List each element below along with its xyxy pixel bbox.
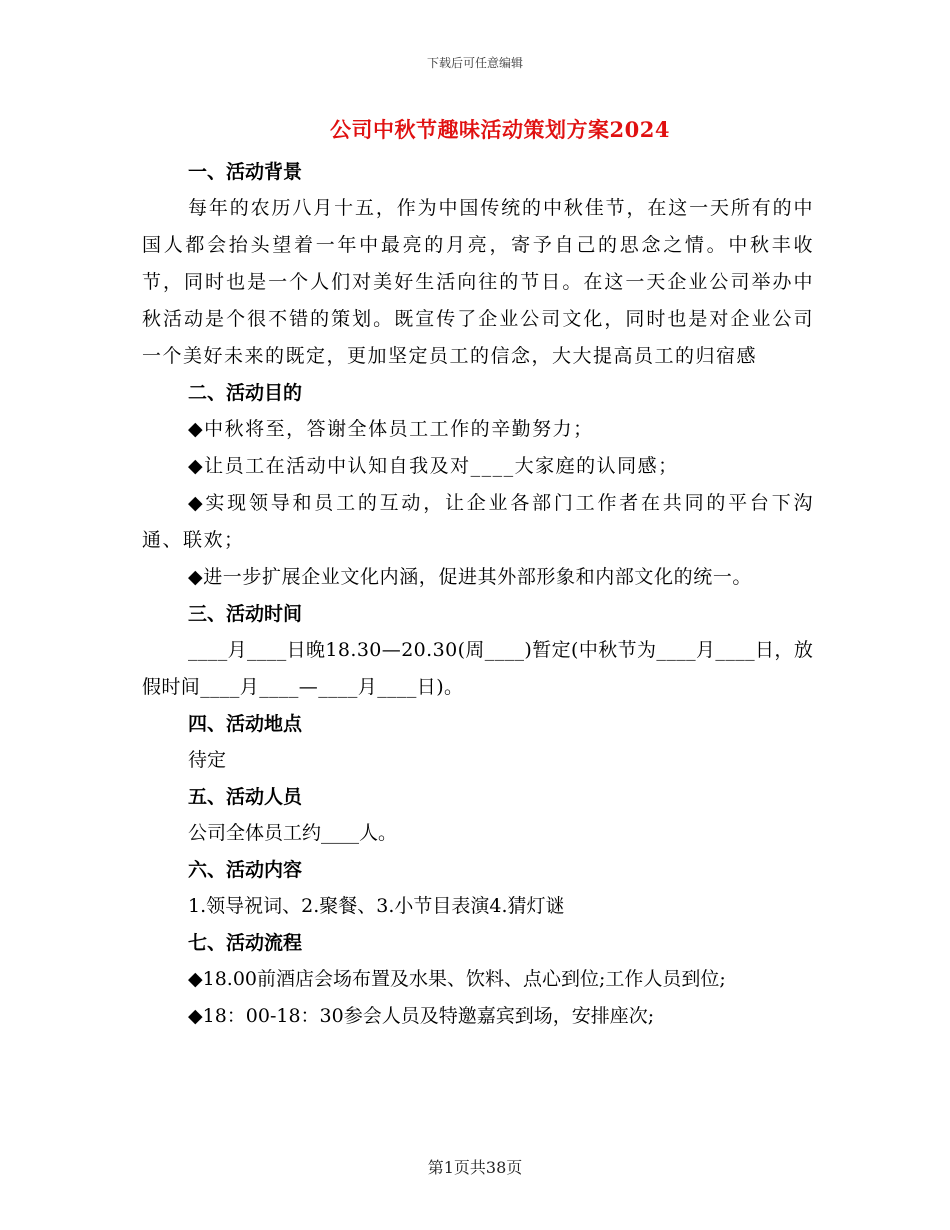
location-text: 待定 (188, 749, 227, 771)
section-heading-content: 六、活动内容 (188, 859, 303, 881)
purpose-item-2: ◆让员工在活动中认知自我及对____大家庭的认同感； (188, 455, 679, 477)
purpose-item-4: ◆进一步扩展企业文化内涵，促进其外部形象和内部文化的统一。 (188, 566, 753, 588)
participants-text: 公司全体员工约____人。 (188, 822, 398, 844)
document-title: 公司中秋节趣味活动策划方案2024 (330, 117, 670, 142)
section-heading-purpose: 二、活动目的 (188, 382, 303, 404)
section-heading-time: 三、活动时间 (188, 603, 303, 625)
section-heading-process: 七、活动流程 (188, 932, 303, 954)
process-item-1: ◆18.00前酒店会场布置及水果、饮料、点心到位;工作人员到位; (188, 968, 726, 990)
page-footer: 第1页共38页 (427, 1158, 523, 1177)
background-paragraph: 每年的农历八月十五，作为中国传统的中秋佳节，在这一天所有的中国人都会抬头望着一年中最亮的月亮，寄予自己的思念之情。中秋丰收节，同时也是一个人们对美好生活向往的节日。在这一天企业公司举办中秋活动是个很不错的策划。既宣传了企业公司文化，同时也是对企业公司一个美好未来的既定，更加坚定员工的信念，大大提高员工的归宿感 (142, 197, 814, 367)
time-paragraph: ____月____日晚18.30—20.30(周____)暂定(中秋节为____月____日，放假时间____月____—____月____日)。 (142, 639, 814, 698)
process-item-2: ◆18：00-18：30参会人员及特邀嘉宾到场，安排座次; (188, 1005, 655, 1027)
content-text: 1.领导祝词、2.聚餐、3.小节目表演4.猜灯谜 (188, 895, 565, 917)
section-heading-location: 四、活动地点 (188, 713, 303, 735)
purpose-item-1: ◆中秋将至，答谢全体员工工作的辛勤努力； (188, 418, 594, 440)
header-note: 下载后可任意编辑 (426, 56, 523, 70)
section-heading-background: 一、活动背景 (188, 161, 303, 183)
document-body (142, 154, 814, 1035)
purpose-item-3: ◆实现领导和员工的互动，让企业各部门工作者在共同的平台下沟通、联欢； (142, 492, 814, 551)
section-heading-participants: 五、活动人员 (188, 786, 303, 808)
